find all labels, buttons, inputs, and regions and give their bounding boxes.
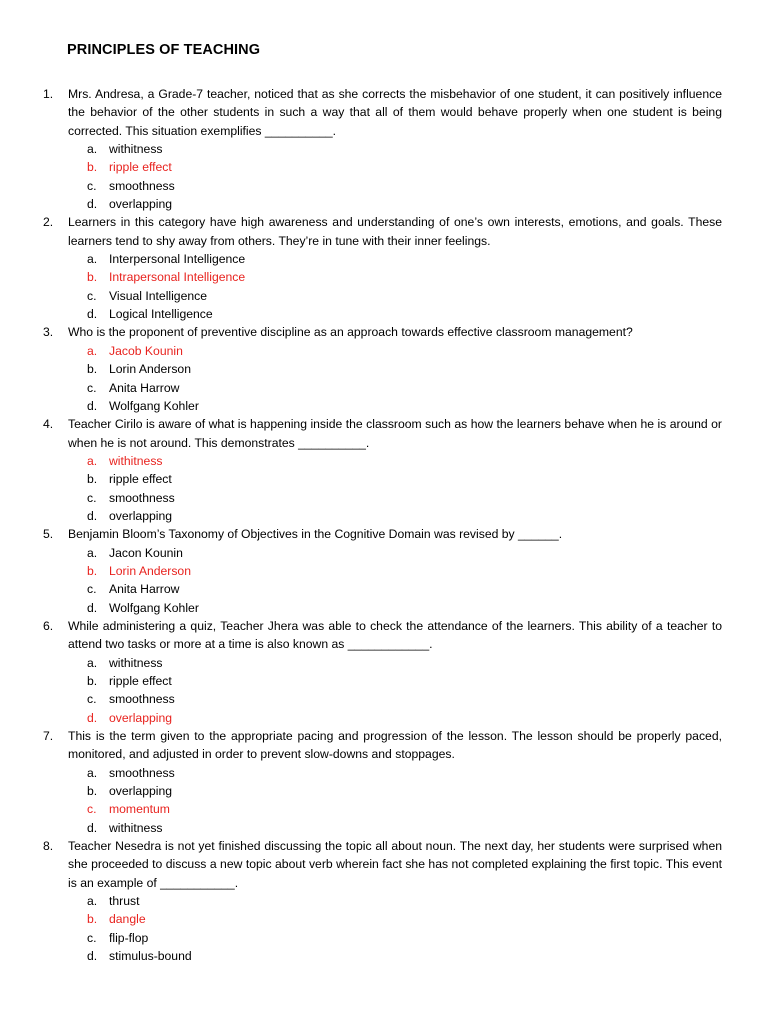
- answer-option: [68, 489, 722, 507]
- answer-option: [68, 544, 722, 562]
- option-letter: c.: [87, 178, 97, 193]
- option-text: Visual Intelligence: [109, 288, 208, 303]
- question-text: While administering a quiz, Teacher Jhera was able to check the attendance of the learners. This ability of a teacher to attend two tasks or more at a time is also known as ____________.: [68, 618, 722, 652]
- option-text: Interpersonal Intelligence: [109, 252, 246, 267]
- answer-option: [68, 947, 722, 965]
- option-text: ripple effect: [109, 160, 172, 175]
- answer-option-correct: [68, 800, 722, 818]
- answer-options: [68, 140, 722, 213]
- option-letter: b.: [87, 674, 98, 688]
- option-text: Jacon Kounin: [109, 545, 183, 560]
- option-text: thrust: [109, 894, 140, 909]
- option-letter: c.: [87, 380, 97, 395]
- answer-options: [68, 892, 722, 965]
- option-text: overlapping: [109, 784, 173, 799]
- option-letter: c.: [87, 930, 97, 945]
- option-text: Jacob Kounin: [109, 343, 183, 358]
- option-letter: d.: [87, 307, 98, 322]
- answer-option: [68, 177, 722, 195]
- option-text: Lorin Anderson: [109, 362, 191, 377]
- option-text: Anita Harrow: [109, 582, 180, 597]
- answer-option: [68, 929, 722, 947]
- answer-options: [68, 342, 722, 415]
- question-item: [40, 727, 722, 837]
- option-letter: b.: [87, 362, 98, 377]
- question-number: 1.: [43, 87, 54, 101]
- answer-option-correct: [68, 342, 722, 360]
- question-item: [40, 415, 722, 525]
- option-text: withitness: [109, 655, 163, 670]
- answer-option: [68, 654, 722, 672]
- option-letter: a.: [87, 252, 98, 267]
- question-text: Who is the proponent of preventive discipline as an approach towards effective classroom management?: [68, 325, 633, 340]
- question-text: Learners in this category have high awareness and understanding of one’s own interests, emotions, and goals. These learners tend to shy away from others. They’re in tune with their inner feelings.: [68, 215, 722, 248]
- option-letter: b.: [87, 160, 98, 175]
- answer-options: [68, 250, 722, 323]
- answer-option: [68, 195, 722, 213]
- option-text: withitness: [109, 820, 163, 835]
- option-text: withitness: [109, 453, 163, 468]
- question-item: [40, 213, 722, 323]
- answer-option: [68, 580, 722, 598]
- option-letter: a.: [87, 343, 98, 358]
- option-letter: a.: [87, 545, 98, 560]
- question-number: 6.: [43, 618, 54, 633]
- option-letter: d.: [87, 949, 98, 964]
- question-text: Benjamin Bloom’s Taxonomy of Objectives in the Cognitive Domain was revised by ______.: [68, 527, 563, 542]
- question-text: Teacher Cirilo is aware of what is happening inside the classroom such as how the learners behave when he is around or when he is not around. This demonstrates __________.: [68, 417, 722, 450]
- option-letter: a.: [87, 894, 98, 909]
- answer-option: [68, 379, 722, 397]
- option-text: smoothness: [109, 765, 175, 780]
- question-item: [40, 525, 722, 617]
- answer-option: [68, 599, 722, 617]
- option-text: Logical Intelligence: [109, 307, 213, 322]
- option-text: Anita Harrow: [109, 380, 180, 395]
- question-number: 5.: [43, 527, 54, 542]
- option-text: flip-flop: [109, 930, 149, 945]
- answer-option: [68, 287, 722, 305]
- option-letter: a.: [87, 765, 98, 780]
- option-text: Lorin Anderson: [109, 563, 191, 578]
- option-text: dangle: [109, 912, 146, 927]
- question-list: [40, 85, 722, 966]
- answer-option-correct: [68, 158, 722, 176]
- option-text: smoothness: [109, 178, 175, 193]
- answer-option: [68, 892, 722, 910]
- option-text: smoothness: [109, 490, 175, 505]
- question-number: 3.: [43, 325, 54, 340]
- option-text: Wolfgang Kohler: [109, 600, 199, 615]
- option-letter: d.: [87, 197, 98, 212]
- answer-option: [68, 470, 722, 488]
- option-text: momentum: [109, 802, 170, 817]
- option-letter: a.: [87, 142, 98, 157]
- question-text: Teacher Nesedra is not yet finished discussing the topic all about noun. The next day, her students were surprised when she proceeded to discuss a new topic about verb wherein fact she has not completed explaining the first topic. This event is an example of ___________.: [68, 839, 722, 890]
- answer-option: [68, 782, 722, 800]
- question-item: [40, 323, 722, 415]
- document-title: PRINCIPLES OF TEACHING: [67, 42, 261, 58]
- option-letter: b.: [87, 563, 98, 578]
- answer-option: [68, 819, 722, 837]
- option-text: overlapping: [109, 508, 173, 523]
- option-text: smoothness: [109, 692, 175, 707]
- question-text: Mrs. Andresa, a Grade-7 teacher, noticed that as she corrects the misbehavior of one student, it can positively influence the behavior of the other students in such a way that all of them would behave properly when one student is being corrected. This situation exemplifies __________.: [68, 87, 722, 138]
- option-letter: d.: [87, 398, 98, 413]
- answer-option: [68, 250, 722, 268]
- option-letter: b.: [87, 270, 98, 285]
- answer-option: [68, 305, 722, 323]
- option-letter: b.: [87, 784, 98, 799]
- question-number: 7.: [43, 729, 54, 744]
- option-letter: d.: [87, 508, 98, 523]
- answer-options: [68, 544, 722, 617]
- option-letter: c.: [87, 490, 97, 505]
- option-text: Intrapersonal Intelligence: [109, 270, 246, 285]
- answer-option-correct: [68, 452, 722, 470]
- option-letter: a.: [87, 453, 98, 468]
- answer-option: [68, 764, 722, 782]
- option-text: overlapping: [109, 710, 173, 725]
- answer-option-correct: [68, 562, 722, 580]
- option-letter: d.: [87, 710, 98, 725]
- question-item: [40, 837, 722, 965]
- option-text: ripple effect: [109, 674, 172, 688]
- question-item: [40, 85, 722, 213]
- answer-option: [68, 507, 722, 525]
- answer-options: [68, 452, 722, 525]
- answer-option: [68, 672, 722, 690]
- option-letter: b.: [87, 912, 98, 927]
- answer-option-correct: [68, 268, 722, 286]
- answer-option-correct: [68, 709, 722, 727]
- question-number: 8.: [43, 839, 54, 854]
- option-letter: a.: [87, 655, 98, 670]
- option-text: Wolfgang Kohler: [109, 398, 199, 413]
- option-text: overlapping: [109, 197, 173, 212]
- option-text: ripple effect: [109, 472, 172, 487]
- answer-options: [68, 654, 722, 727]
- option-text: withitness: [109, 142, 163, 157]
- option-letter: c.: [87, 288, 97, 303]
- answer-option: [68, 397, 722, 415]
- option-letter: b.: [87, 472, 98, 487]
- option-letter: c.: [87, 692, 97, 707]
- answer-options: [68, 764, 722, 837]
- answer-option: [68, 140, 722, 158]
- question-number: 2.: [43, 215, 54, 230]
- answer-option: [68, 690, 722, 708]
- answer-option-correct: [68, 910, 722, 928]
- option-letter: c.: [87, 582, 97, 597]
- answer-option: [68, 360, 722, 378]
- option-letter: d.: [87, 600, 98, 615]
- option-text: stimulus-bound: [109, 949, 192, 964]
- question-item: [40, 617, 722, 727]
- option-letter: c.: [87, 802, 97, 817]
- option-letter: d.: [87, 820, 98, 835]
- question-number: 4.: [43, 417, 54, 432]
- question-text: This is the term given to the appropriate pacing and progression of the lesson. The lesson should be properly paced, monitored, and adjusted in order to prevent slow-downs and stoppages.: [68, 729, 722, 762]
